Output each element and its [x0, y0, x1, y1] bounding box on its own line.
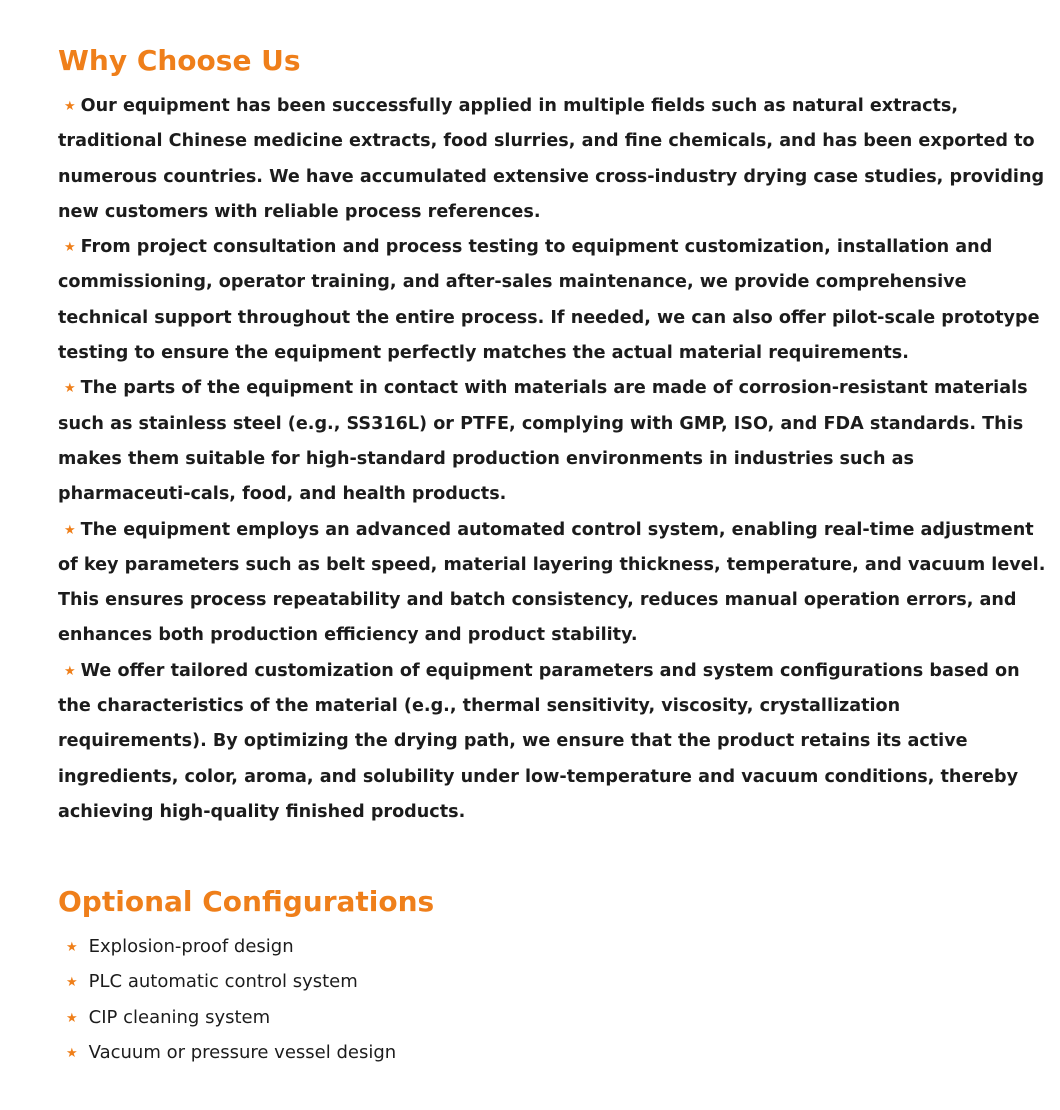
list-item: [58, 513, 1048, 654]
list-item: [58, 1035, 396, 1070]
star-icon: ★: [64, 522, 76, 538]
config-item-text: PLC automatic control system: [88, 971, 358, 993]
list-item: [58, 964, 396, 999]
list-item: [58, 654, 1048, 830]
optional-configurations-title: Optional Configurations: [58, 885, 435, 918]
config-item-text: Vacuum or pressure vessel design: [88, 1041, 397, 1063]
optional-configurations-list: [58, 929, 396, 1070]
why-item-text: The parts of the equipment in contact with materials are made of corrosion-resistant materials such as stainless steel (e.g., SS316L) or PTFE, complying with GMP, ISO, and FDA standards. This makes them suitable for high-standard production environments in industries such as pharmaceuti-cals, food, and health products.: [58, 378, 1028, 505]
why-item-text: We offer tailored customization of equipment parameters and system configurations based on the characteristics of the material (e.g., thermal sensitivity, viscosity, crystallization requirements). By optimizing the drying path, we ensure that the product retains its active ingredients, color, aroma, and solubility under low-temperature and vacuum conditions, thereby achieving high-quality finished products.: [58, 660, 1020, 822]
why-item-text: From project consultation and process testing to equipment customization, installation and commissioning, operator training, and after-sales maintenance, we provide comprehensive technical support throughout the entire process. If needed, we can also offer pilot-scale prototype testing to ensure the equipment perfectly matches the actual material requirements.: [58, 237, 1040, 364]
star-icon: ★: [66, 940, 78, 955]
config-item-text: CIP cleaning system: [88, 1006, 271, 1028]
star-icon: ★: [66, 975, 78, 991]
list-item: [58, 371, 1048, 512]
star-icon: ★: [66, 1010, 78, 1026]
star-icon: ★: [66, 1045, 78, 1061]
config-item-text: Explosion-proof design: [88, 936, 294, 957]
why-choose-us-list: [58, 89, 1048, 830]
list-item: [58, 89, 1048, 230]
why-choose-us-title: Why Choose Us: [58, 44, 301, 77]
why-item-text: The equipment employs an advanced automated control system, enabling real-time adjustment of key parameters such as belt speed, material layering thickness, temperature, and vacuum level. This ensures process repeatability and batch consistency, reduces manual operation errors, and enhances both production efficiency and product stability.: [58, 519, 1046, 646]
star-icon: ★: [64, 381, 76, 397]
list-item: [58, 929, 396, 964]
star-icon: ★: [64, 663, 76, 679]
star-icon: ★: [64, 99, 76, 114]
why-item-text: Our equipment has been successfully applied in multiple fields such as natural extracts, traditional Chinese medicine extracts, food slurries, and fine chemicals, and has been exported to numerous countries. We have accumulated extensive cross-industry drying case studies, providing new customers with reliable process references.: [58, 96, 1045, 222]
list-item: [58, 230, 1048, 371]
list-item: [58, 1000, 396, 1035]
star-icon: ★: [64, 240, 76, 256]
